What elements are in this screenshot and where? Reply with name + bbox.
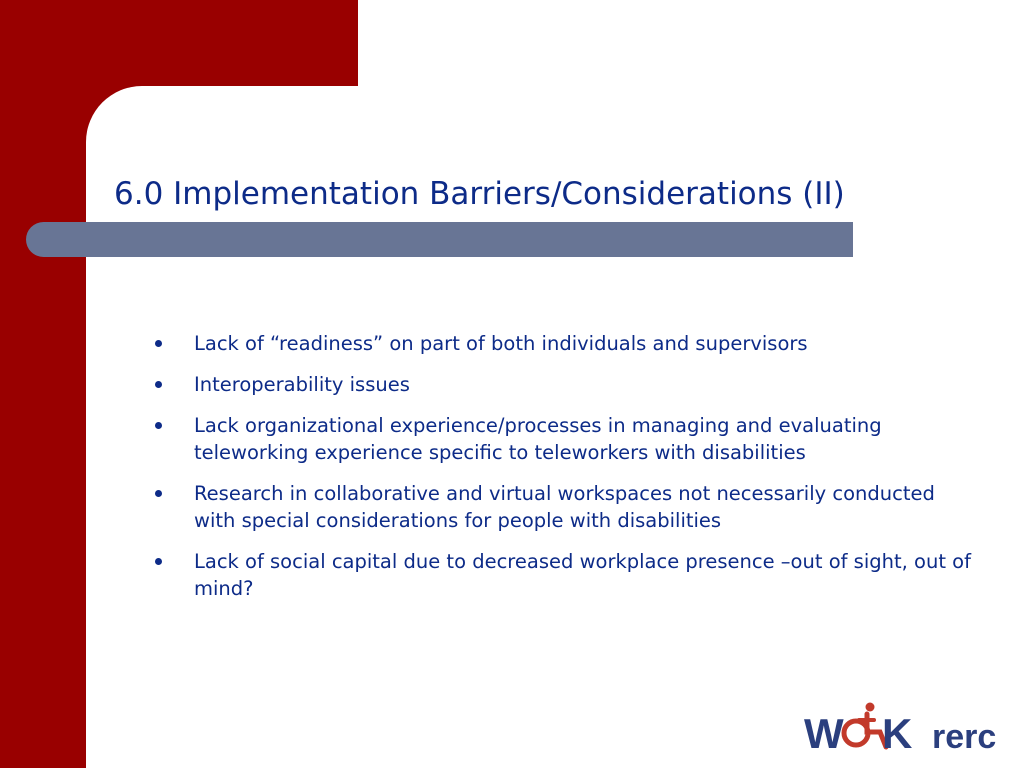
bullet-item bbox=[155, 480, 975, 534]
svg-text:K: K bbox=[882, 710, 913, 752]
bullet-dot-icon bbox=[155, 558, 162, 565]
work-rerc-logo bbox=[804, 700, 1009, 752]
bullet-dot-icon bbox=[155, 381, 162, 388]
bullet-text: Lack of “readiness” on part of both individuals and supervisors bbox=[194, 332, 808, 355]
bullet-item bbox=[155, 330, 975, 357]
decorative-red-side-band bbox=[0, 0, 86, 768]
svg-text:W: W bbox=[804, 710, 844, 752]
bullet-text: Lack of social capital due to decreased workplace presence –out of sight, out of mind? bbox=[194, 550, 971, 600]
bullet-item bbox=[155, 548, 975, 602]
bullet-dot-icon bbox=[155, 422, 162, 429]
bullet-dot-icon bbox=[155, 340, 162, 347]
title-underline-bar bbox=[26, 222, 853, 257]
bullet-item bbox=[155, 412, 975, 466]
slide-title: 6.0 Implementation Barriers/Considerations (II) bbox=[114, 176, 845, 212]
bullet-text: Lack organizational experience/processes in managing and evaluating teleworking experience specific to teleworkers with disabilities bbox=[194, 414, 882, 464]
bullet-text: Research in collaborative and virtual workspaces not necessarily conducted with special considerations for people with disabilities bbox=[194, 482, 935, 532]
bullet-list bbox=[155, 330, 975, 616]
bullet-dot-icon bbox=[155, 490, 162, 497]
logo-graphic bbox=[804, 700, 1009, 752]
svg-text:rerc: rerc bbox=[932, 718, 997, 752]
bullet-item bbox=[155, 371, 975, 398]
bullet-text: Interoperability issues bbox=[194, 373, 410, 396]
